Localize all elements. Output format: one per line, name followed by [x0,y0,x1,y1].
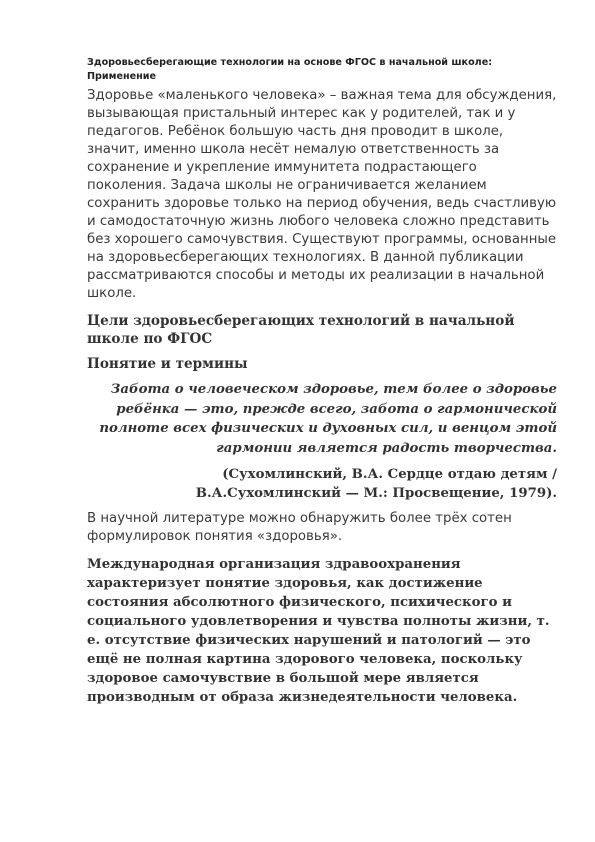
paragraph-who-definition: Международная организация здравоохранения характеризует понятие здоровья, как достижение состояния абсолютного физического, психического и социального удовлетворения и чувства полноты жизни, т. е. отсутствие физических нарушений и патологий — это ещё не полная картина здорового человека, поскольку здоровое самочувствие в большой мере является производным от образа жизнедеятельности человека. [87,557,550,705]
quote-source-line-1: (Сухомлинский, В.А. Сердце отдаю детям / [222,467,557,482]
paragraph-definitions: В научной литературе можно обнаружить более трёх сотен формулировок понятия «здоровья». [87,511,512,544]
section-heading: Цели здоровьесберегающих технологий в начальной школе по ФГОС [87,313,515,347]
subheading: Понятие и термины [87,356,248,372]
quote-source [87,465,557,503]
intro-paragraph: Здоровье «маленького человека» – важная тема для обсуждения, вызывающая пристальный интерес как у родителей, так и у педагогов. Ребёнок большую часть дня проводит в школе, значит, именно школа несёт немалую ответственность за сохранение и укрепление иммунитета подрастающего поколения. Задача школы не ограничивается желанием сохранить здоровье только на период обучения, ведь счастливую и самодостаточную жизнь любого человека сложно представить без хорошего самочувствия. Существуют программы, основанные на здоровьесберегающих технологиях. В данной публикации рассматриваются способы и методы их реализации в начальной школе. [87,88,557,301]
document-title: Здоровьесберегающие технологии на основе ФГОС в начальной школе: Применение [87,57,493,82]
document-page [87,56,557,707]
quote-source-line-2: В.А.Сухомлинский — М.: Просвещение, 1979). [195,486,557,501]
epigraph-quote: Забота о человеческом здоровье, тем более о здоровье ребёнка — это, прежде всего, забота о гармонической полноте всех физических и духовных сил, и венцом этой гармонии является радость творчества. [99,382,557,456]
